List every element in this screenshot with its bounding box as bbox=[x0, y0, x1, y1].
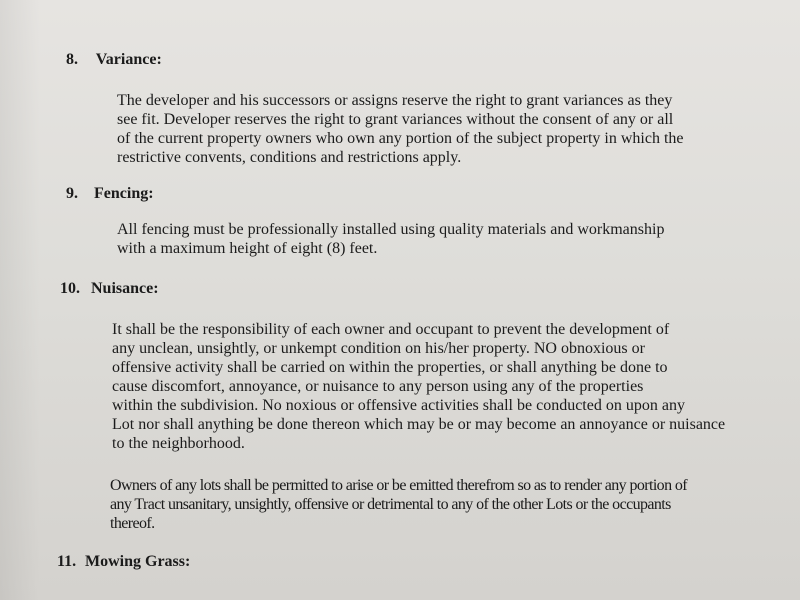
text-line: offensive activity shall be carried on within the properties, or shall anything be done to bbox=[112, 359, 668, 376]
text-line: It shall be the responsibility of each owner and occupant to prevent the development of bbox=[112, 321, 670, 338]
text-line: of the current property owners who own any portion of the subject property in which the bbox=[117, 130, 684, 147]
text-line: All fencing must be professionally installed using quality materials and workmanship bbox=[117, 221, 665, 238]
text-line: with a maximum height of eight (8) feet. bbox=[117, 240, 378, 257]
text-line: within the subdivision. No noxious or offensive activities shall be conducted on upon any bbox=[112, 397, 685, 414]
text-line: to the neighborhood. bbox=[112, 435, 245, 452]
section-heading-fencing bbox=[66, 185, 154, 203]
text-line: cause discomfort, annoyance, or nuisance to any person using any of the properties bbox=[112, 378, 644, 395]
text-line: restrictive convents, conditions and restrictions apply. bbox=[117, 149, 462, 166]
nuisance-paragraph-2 bbox=[110, 476, 687, 533]
section-number: 8. bbox=[66, 51, 78, 68]
variance-paragraph bbox=[117, 91, 684, 167]
text-line: any unclean, unsightly, or unkempt condition on his/her property. NO obnoxious or bbox=[112, 340, 645, 357]
text-line: The developer and his successors or assigns reserve the right to grant variances as they bbox=[117, 92, 673, 109]
fencing-paragraph bbox=[117, 220, 664, 258]
page-shadow bbox=[0, 0, 40, 600]
section-number: 11. bbox=[57, 553, 77, 570]
text-line: Lot nor shall anything be done thereon which may be or may become an annoyance or nuisance bbox=[112, 416, 726, 433]
text-line: thereof. bbox=[110, 515, 155, 532]
section-title: Fencing: bbox=[94, 185, 154, 202]
section-title: Variance: bbox=[95, 51, 162, 68]
text-line: see fit. Developer reserves the right to grant variances without the consent of any or all bbox=[117, 111, 674, 128]
section-number: 9. bbox=[66, 185, 78, 202]
section-heading-variance bbox=[66, 51, 162, 69]
section-heading-nuisance bbox=[60, 280, 159, 298]
section-heading-mowing-grass bbox=[57, 553, 190, 571]
section-title: Nuisance: bbox=[91, 280, 159, 297]
text-line: Owners of any lots shall be permitted to arise or be emitted therefrom so as to render any portion of bbox=[110, 477, 687, 494]
section-title: Mowing Grass: bbox=[85, 553, 191, 570]
nuisance-paragraph-1 bbox=[112, 320, 725, 453]
section-number: 10. bbox=[60, 280, 80, 297]
text-line: any Tract unsanitary, unsightly, offensive or detrimental to any of the other Lots or the occupants bbox=[110, 496, 671, 513]
